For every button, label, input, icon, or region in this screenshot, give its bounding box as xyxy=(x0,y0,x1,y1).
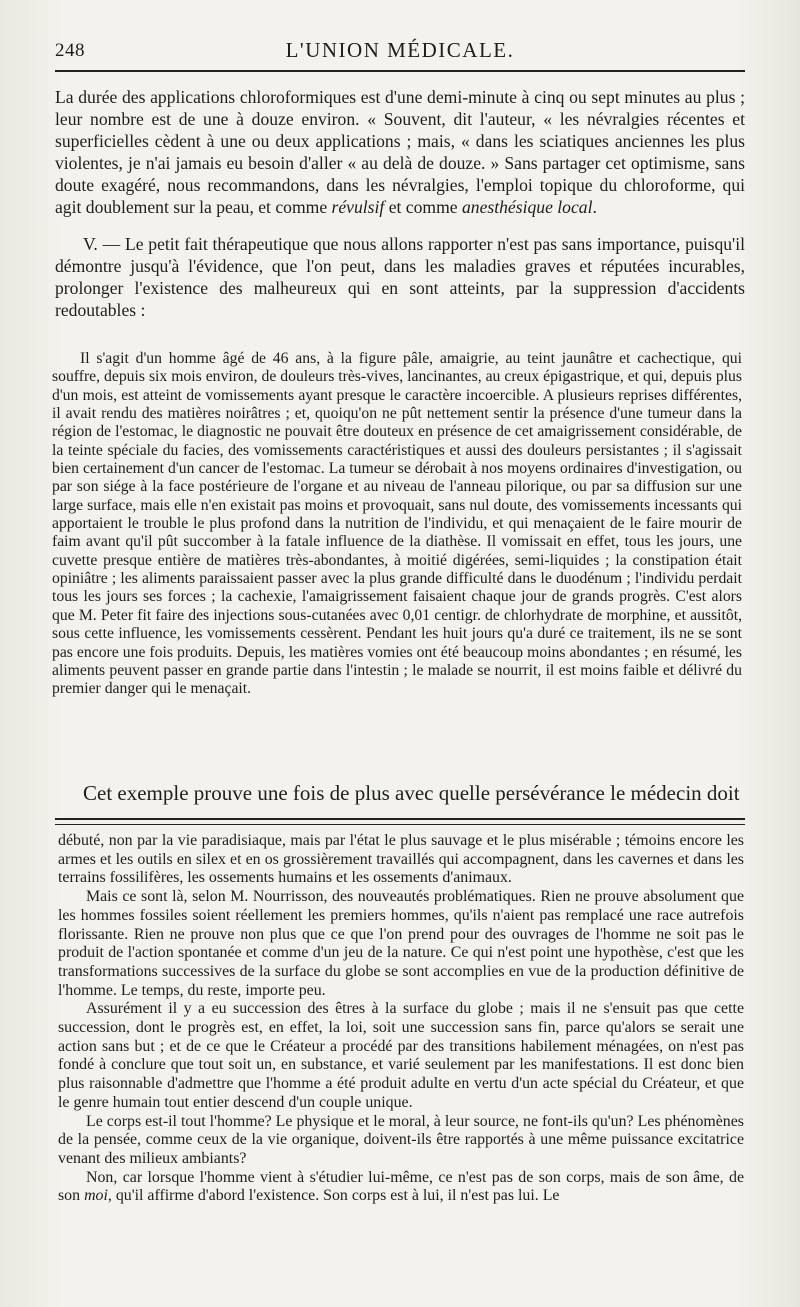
italic-term-anesthesique-local: anesthésique local xyxy=(462,197,593,218)
feuilleton-paragraph-1: débuté, non par la vie paradisiaque, mais par l'état le plus sauvage et le plus misérable ; témoins encore les armes et les outils en silex et en os grossièrement travaillés qui accompagnent, dans les cavernes et dans les terrains fossilifères, les ossements humains et les ossements d'animaux. xyxy=(58,832,744,887)
feuilleton-text xyxy=(58,832,744,1206)
feuilleton-paragraph-3: Assurément il y a eu succession des êtres à la surface du globe ; mais il ne s'ensuit pas que cette succession, dont le progrès est, en effet, la loi, soit une succession sans fin, parce qu'alors se serait une action sans but ; et de ce que le Créateur a procédé par des transitions habilement ménagées, on n'est pas fondé à conclure que tout soit un, en substance, et varié seulement par les manifestations. Il est donc bien plus raisonnable d'admettre que l'homme a été produit adulte en vertu d'un acte spécial du Créateur, et que le genre humain tout entier descend d'un couple unique. xyxy=(58,1000,744,1111)
pull-line xyxy=(55,780,745,806)
italic-term-revulsif: révulsif xyxy=(331,197,385,218)
feuilleton-rule-thin xyxy=(55,824,745,825)
paragraph-section-v: V. — Le petit fait thérapeutique que nous allons rapporter n'est pas sans importance, puisqu'il démontre jusqu'à l'évidence, que l'on peut, dans les maladies graves et réputées incurables, prolonger l'existence des malheureux qui en sont atteints, par la suppression d'accidents redoutables : xyxy=(55,233,745,320)
page-number: 248 xyxy=(55,40,85,61)
page-header xyxy=(55,36,745,70)
feuilleton-paragraph-2: Mais ce sont là, selon M. Nourrisson, des nouveautés problématiques. Rien ne prouve absolument que les hommes fossiles soient réellement les premiers hommes, qu'ils n'aient pas remplacé une race autrefois florissante. Rien ne prouve non plus que ce que l'on prend pour des ouvrages de l'homme ne soit pas le produit de l'action spontanée et comme d'un jeu de la nature. Ce qui n'est point une hypothèse, c'est que les transformations successives de la surface du globe se sont accomplies en vue de la production définitive de l'homme. Le temps, du reste, importe peu. xyxy=(58,888,744,999)
feuilleton-rule-thick xyxy=(55,818,745,820)
header-rule xyxy=(55,70,745,72)
case-observation xyxy=(52,350,742,699)
pull-line-text: Cet exemple prouve une fois de plus avec quelle persévérance le médecin doit xyxy=(83,781,740,805)
feuilleton-paragraph-5: Non, car lorsque l'homme vient à s'étudier lui-même, ce n'est pas de son corps, mais de son âme, de son moi, qu'il affirme d'abord l'existence. Son corps est à lui, il n'est pas lui. Le xyxy=(58,1168,744,1205)
observation-text: Il s'agit d'un homme âgé de 46 ans, à la figure pâle, amaigrie, au teint jaunâtre et cachectique, qui souffre, depuis six mois environ, de douleurs très-vives, lancinantes, au creux épigastrique, et qui, depuis plus d'un mois, est atteint de vomissements ayant presque le caractère incoercible. A plusieurs reprises différentes, il avait rendu des matières noirâtres ; et, quoiqu'on ne pût nettement sentir la présence d'une tumeur dans la région de l'estomac, le diagnostic ne pouvait être douteux en présence de cet amaigrissement considérable, de la teinte spéciale du facies, des vomissements caractéristiques et aussi des douleurs persistantes ; il s'agissait bien certainement d'un cancer de l'estomac. La tumeur se dérobait à nos moyens ordinaires d'investigation, ou par son siége à la face postérieure de l'organe et au niveau de l'anneau pilorique, ou par sa diffusion sur une large surface, mais elle n'en existait pas moins et provoquait, sans nul doute, des vomissements incessants qui apportaient le trouble le plus profond dans la nutrition de l'individu, et qui menaçaient de le faire mourir de faim avant qu'il pût succomber à la fatale influence de la diathèse. Il vomissait en effet, tous les jours, une cuvette presque entière de matières très-abondantes, à moitié digérées, semi-liquides ; la constipation était opiniâtre ; les aliments paraissaient passer avec la plus grande difficulté dans le duodénum ; l'individu perdait tous les jours ses forces ; la cachexie, l'amaigrissement faisaient chaque jour de grands progrès. C'est alors que M. Peter fit faire des injections sous-cutanées avec 0,01 centigr. de chlorhydrate de morphine, et aussitôt, sous cette influence, les vomissements cessèrent. Pendant les huit jours qu'a duré ce traitement, ils ne se sont pas encore une fois produits. Depuis, les matières vomies ont été beaucoup moins abondantes ; en résumé, les aliments peuvent passer en grande partie dans l'intestin ; le malade se nourrit, il est moins faible et délivré du premier danger qui le menaçait. xyxy=(52,350,742,698)
upper-article xyxy=(55,86,745,321)
paragraph-chloroform: La durée des applications chloroformiques est d'une demi-minute à cinq ou sept minutes au plus ; leur nombre est de une à douze environ. « Souvent, dit l'auteur, « les névralgies récentes et superficielles cèdent à une ou deux applications ; mais, « dans les sciatiques anciennes les plus violentes, je n'ai jamais eu besoin d'aller « au delà de douze. » Sans partager cet optimisme, sans doute exagéré, nous recommandons, dans les névralgies, l'emploi topique du chloroforme, qui agit doublement sur la peau, et comme révulsif et comme anesthésique local. xyxy=(55,87,745,218)
italic-term-moi: moi xyxy=(84,1187,108,1205)
running-title: L'UNION MÉDICALE. xyxy=(285,38,515,62)
feuilleton-paragraph-4: Le corps est-il tout l'homme? Le physique et le moral, à leur source, ne font-ils qu'un? Les phénomènes de la pensée, comme ceux de la vie organique, doivent-ils être rapportés à une même puissance excitatrice venant des milieux ambiants? xyxy=(58,1112,744,1167)
